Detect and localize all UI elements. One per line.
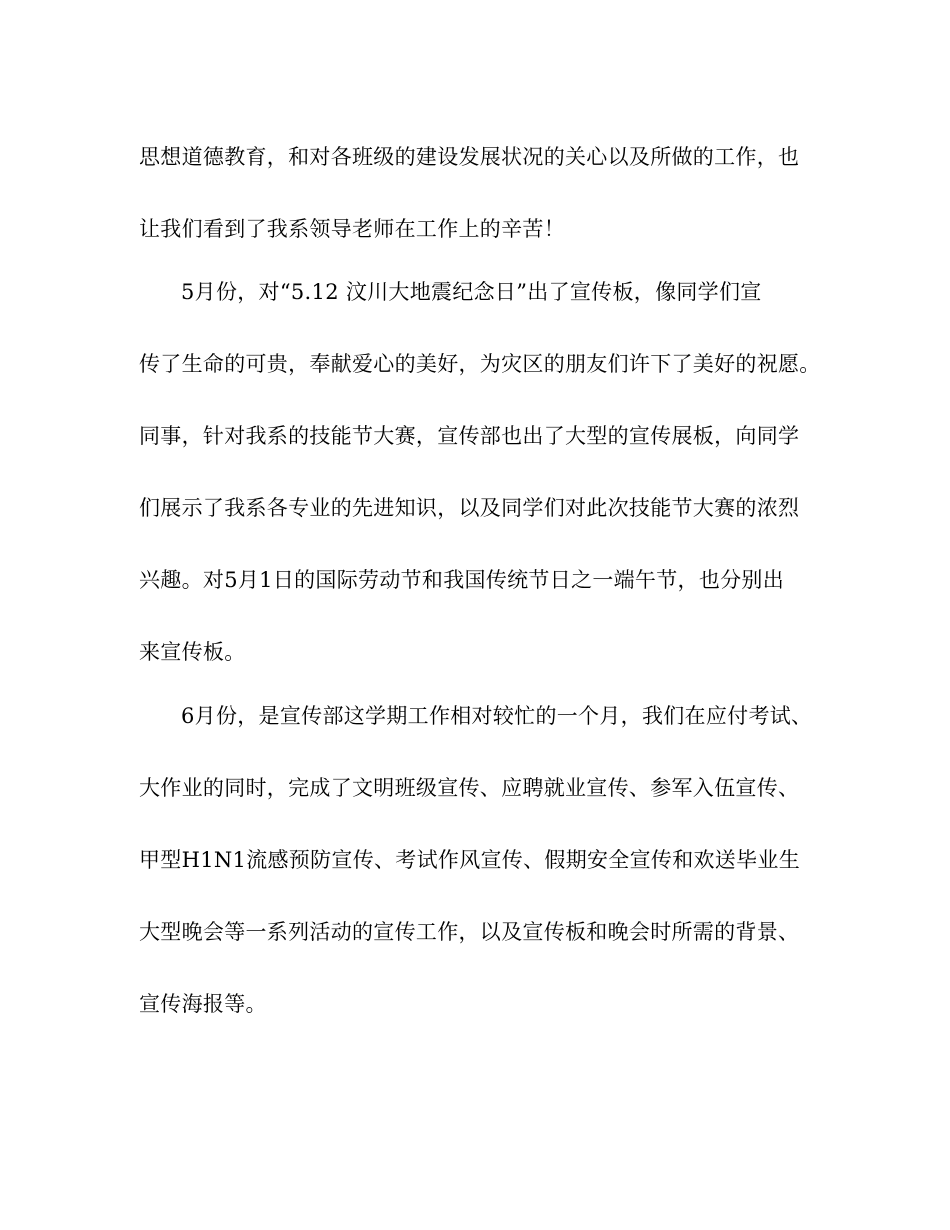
text-line-8: 来宣传板。 [139, 640, 246, 664]
text-line-5: 同事，针对我系的技能节大赛，宣传部也出了大型的宣传展板，向同学 [139, 424, 800, 448]
paragraph-june-line-1: 6月份，是宣传部这学期工作相对较忙的一个月，我们在应付考试、 [181, 704, 813, 728]
paragraph-may-line-1: 5月份，对“5.12 汶川大地震纪念日”出了宣传板，像同学们宣 [181, 280, 762, 304]
text-line-11: 甲型H1N1流感预防宣传、考试作风宣传、假期安全宣传和欢送毕业生 [139, 848, 801, 872]
text-line-7: 兴趣。对5月1日的国际劳动节和我国传统节日之一端午节，也分别出 [139, 568, 785, 592]
text-line-6: 们展示了我系各专业的先进知识，以及同学们对此次技能节大赛的浓烈 [139, 496, 800, 520]
text-line-12: 大型晚会等一系列活动的宣传工作，以及宣传板和晚会时所需的背景、 [139, 920, 800, 944]
text-line-4: 传了生命的可贵，奉献爱心的美好，为灾区的朋友们许下了美好的祝愿。 [139, 352, 821, 376]
text-line-13: 宣传海报等。 [139, 992, 267, 1016]
text-line-10: 大作业的同时，完成了文明班级宣传、应聘就业宣传、参军入伍宣传、 [139, 776, 800, 800]
text-line-1: 思想道德教育，和对各班级的建设发展状况的关心以及所做的工作，也 [139, 145, 800, 169]
text-line-2: 让我们看到了我系领导老师在工作上的辛苦！ [139, 217, 565, 241]
